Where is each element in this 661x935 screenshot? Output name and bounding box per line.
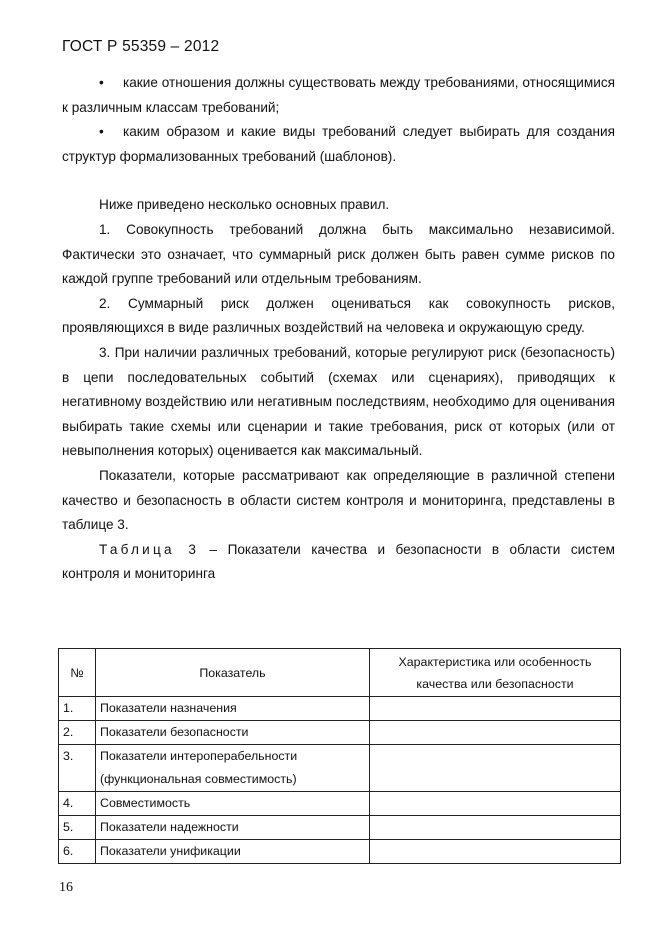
row-indicator: Показатели назначения: [96, 697, 370, 721]
row-num: 6.: [59, 840, 96, 864]
row-indicator: Показатели безопасности: [96, 721, 370, 745]
row-indicator-line1: Показатели интероперабельности: [100, 749, 298, 763]
bullet-item: [62, 71, 615, 120]
row-characteristic: [370, 745, 621, 792]
table-caption-text: – Показатели качества и безопасности в области систем контроля и мониторинга: [62, 541, 615, 582]
table-caption-label: Таблица 3: [99, 541, 200, 557]
paragraph-rule-3: 3. При наличии различных требований, которые регулируют риск (безопасность) в цепи последовательных событий (схемах или сценариях), приводящих к негативному воздействию или негативным последствиям, необходимо для оценивания выбирать такие схемы или сценарии и такие требования, риск от которых (или от невыполнения которых) оценивается как максимальный.: [62, 344, 615, 459]
paragraph-intro: Ниже приведено несколько основных правил.: [99, 197, 390, 213]
page-header: ГОСТ Р 55359 – 2012: [62, 38, 220, 55]
row-characteristic: [370, 697, 621, 721]
header-characteristic: [370, 649, 621, 697]
table-row: [59, 745, 621, 792]
paragraph-rule-2: 2. Суммарный риск должен оцениваться как совокупность рисков, проявляющихся в виде различных воздействий на человека и окружающую среду.: [62, 295, 615, 336]
page-number: 16: [59, 880, 73, 895]
row-characteristic: [370, 816, 621, 840]
row-num: 3.: [59, 745, 96, 792]
row-indicator: Показатели надежности: [96, 816, 370, 840]
row-indicator-line2: (функциональная совместимость): [100, 772, 297, 786]
row-indicator: [96, 745, 370, 792]
bullet-marker: •: [99, 75, 104, 90]
bullet-item: [62, 120, 615, 169]
row-num: 2.: [59, 721, 96, 745]
indicators-table: [58, 648, 621, 864]
header-characteristic-line1: Характеристика или особенность: [398, 654, 592, 669]
table-header-row: [59, 649, 621, 697]
bullet-text: каким образом и какие виды требований следует выбирать для создания структур формализованных требований (шаблонов).: [62, 124, 615, 164]
row-characteristic: [370, 792, 621, 816]
bullet-text: какие отношения должны существовать между требованиями, относящимися к различным классам требований;: [62, 75, 615, 115]
row-characteristic: [370, 840, 621, 864]
paragraph-rule-1: 1. Совокупность требований должна быть максимально независимой. Фактически это означает, что суммарный риск должен быть равен сумме рисков по каждой группе требований или отдельным требованиям.: [62, 221, 615, 287]
header-indicator: Показатель: [96, 649, 370, 697]
row-indicator: Совместимость: [96, 792, 370, 816]
paragraph-indicators: Показатели, которые рассматривают как определяющие в различной степени качество и безопасность в области систем контроля и мониторинга, представлены в таблице 3.: [62, 467, 615, 533]
row-characteristic: [370, 721, 621, 745]
table-row: [59, 840, 621, 864]
table-row: [59, 816, 621, 840]
table-caption: [62, 538, 615, 587]
table-row: [59, 721, 621, 745]
header-characteristic-line2: качества или безопасности: [416, 676, 574, 691]
bullet-marker: •: [99, 124, 104, 140]
document-body: [62, 71, 615, 587]
header-num: №: [59, 649, 96, 697]
row-num: 4.: [59, 792, 96, 816]
table-row: [59, 792, 621, 816]
table-row: [59, 697, 621, 721]
row-indicator: Показатели унификации: [96, 840, 370, 864]
row-num: 1.: [59, 697, 96, 721]
row-num: 5.: [59, 816, 96, 840]
